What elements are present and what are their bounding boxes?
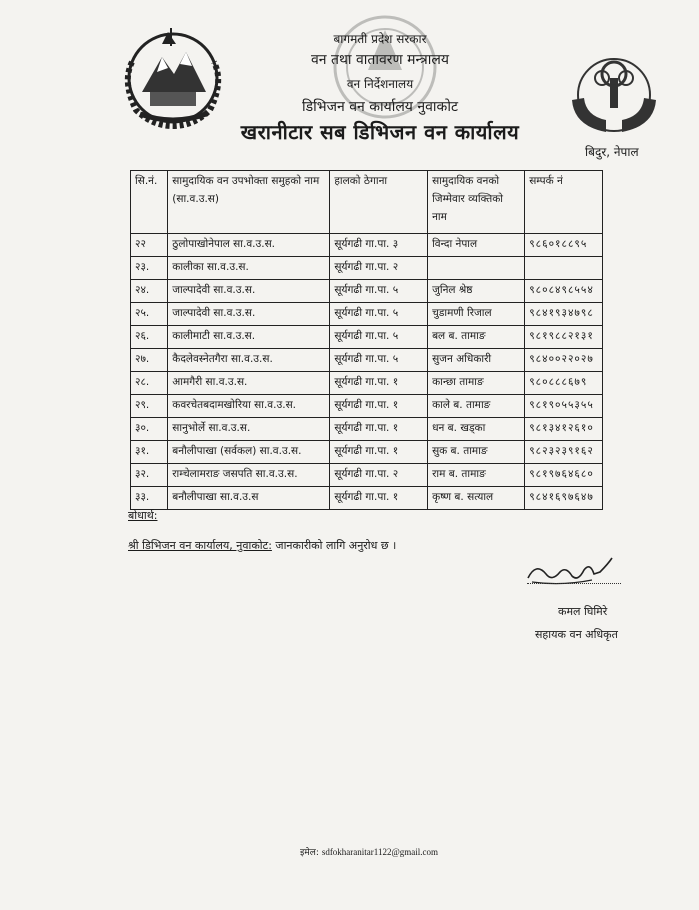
cc-note: जानकारीको लागि अनुरोध छ । <box>271 539 397 552</box>
table-cell: ९८१३४१२६१० <box>525 418 603 441</box>
right-logo-caption: बिदुर, नेपाल <box>585 145 639 159</box>
table-row <box>131 372 603 395</box>
table-cell: कान्छा तामाङ <box>428 372 525 395</box>
table-cell: २४. <box>131 280 168 303</box>
table-cell: ३०. <box>131 418 168 441</box>
table-cell <box>428 257 525 280</box>
header-division-office: डिभिजन वन कार्यालय नुवाकोट <box>302 99 458 115</box>
table-row <box>131 395 603 418</box>
header-subdivision-office: खरानीटार सब डिभिजन वन कार्यालय <box>240 120 520 144</box>
table-cell: २८. <box>131 372 168 395</box>
table-cell: ३१. <box>131 441 168 464</box>
column-header: सामुदायिक वन उपभोक्ता समुहको नाम (सा.व.उ.स) <box>168 171 330 234</box>
handwritten-signature <box>522 552 618 592</box>
table-cell: ९८४००२२०२७ <box>525 349 603 372</box>
table-row <box>131 349 603 372</box>
table-cell: २५. <box>131 303 168 326</box>
table-cell: ९८१९०५५३५५ <box>525 395 603 418</box>
table-cell: सूर्यगढी गा.पा. १ <box>330 372 428 395</box>
table-cell: बनौलीपाखा सा.व.उ.स <box>168 487 330 510</box>
cc-office: श्री डिभिजन वन कार्यालय, नुवाकोट: <box>128 539 272 552</box>
table-cell: ९८०८८८६७९ <box>525 372 603 395</box>
signatory-title: सहायक वन अधिकृत <box>535 628 618 641</box>
table-row <box>131 441 603 464</box>
table-cell: काले ब. तामाङ <box>428 395 525 418</box>
table-cell: सानुभोर्ले सा.व.उ.स. <box>168 418 330 441</box>
cc-line <box>128 538 396 553</box>
table-cell: सूर्यगढी गा.पा. ५ <box>330 349 428 372</box>
table-cell: धन ब. खड्का <box>428 418 525 441</box>
header-directorate: वन निर्देशनालय <box>346 77 414 91</box>
table-row <box>131 464 603 487</box>
email-label: इमेल: <box>300 848 319 858</box>
table-cell: २७. <box>131 349 168 372</box>
column-header: हालको ठेगाना <box>330 171 428 234</box>
table-cell: ९८१९८८२१३१ <box>525 326 603 349</box>
email-address: sdfokharanitar1122@gmail.com <box>321 847 438 857</box>
table-cell: ३३. <box>131 487 168 510</box>
table-cell: बल ब. तामाङ <box>428 326 525 349</box>
column-header: सि.नं. <box>131 171 168 234</box>
community-forest-table <box>130 170 603 510</box>
table-cell: सूर्यगढी गा.पा. ३ <box>330 234 428 257</box>
table-cell: जाल्पादेवी सा.व.उ.स. <box>168 303 330 326</box>
table-row <box>131 487 603 510</box>
table-cell: सुजन अधिकारी <box>428 349 525 372</box>
column-header: सामुदायिक वनको जिम्मेवार व्यक्तिको नाम <box>428 171 525 234</box>
table-header-row <box>131 171 603 234</box>
table-row <box>131 418 603 441</box>
table-row <box>131 326 603 349</box>
header-province: बागमती प्रदेश सरकार <box>333 32 427 46</box>
table-cell: राम ब. तामाङ <box>428 464 525 487</box>
table-cell: राम्चेलामराङ जसपति सा.व.उ.स. <box>168 464 330 487</box>
table-cell: सूर्यगढी गा.पा. २ <box>330 464 428 487</box>
table-cell: कालीका सा.व.उ.स. <box>168 257 330 280</box>
table-cell: सूर्यगढी गा.पा. २ <box>330 257 428 280</box>
table-cell: सूर्यगढी गा.पा. १ <box>330 418 428 441</box>
table-cell: जाल्पादेवी सा.व.उ.स. <box>168 280 330 303</box>
table-cell: ३२. <box>131 464 168 487</box>
table-cell: २२ <box>131 234 168 257</box>
signature-dotted-line <box>527 583 621 584</box>
table-cell: सुक ब. तामाङ <box>428 441 525 464</box>
table-row <box>131 303 603 326</box>
table-cell: ९८६०१८८९५ <box>525 234 603 257</box>
table-row <box>131 234 603 257</box>
table-cell: कालीमाटी सा.व.उ.स. <box>168 326 330 349</box>
table-cell <box>525 257 603 280</box>
table-cell: ९८४१९३४७९८ <box>525 303 603 326</box>
table-cell: २९. <box>131 395 168 418</box>
table-cell: आमगैरी सा.व.उ.स. <box>168 372 330 395</box>
table-cell: कृष्ण ब. सत्याल <box>428 487 525 510</box>
table-cell: सूर्यगढी गा.पा. ५ <box>330 280 428 303</box>
table-cell: विन्दा नेपाल <box>428 234 525 257</box>
table-cell: जुनिल श्रेष्ठ <box>428 280 525 303</box>
cc-label: बोधार्थ: <box>128 509 158 522</box>
table-cell: २३. <box>131 257 168 280</box>
hands-tree-logo <box>566 50 662 140</box>
footer-email <box>300 845 438 858</box>
table-cell: कवरचेतबदामखोरिया सा.व.उ.स. <box>168 395 330 418</box>
table-cell: सूर्यगढी गा.पा. १ <box>330 395 428 418</box>
table-row <box>131 280 603 303</box>
table-cell: सूर्यगढी गा.पा. ५ <box>330 326 428 349</box>
table-cell: कैदलेवस्नेतगैरा सा.व.उ.स. <box>168 349 330 372</box>
table-cell: ठुलोपाखोनेपाल सा.व.उ.स. <box>168 234 330 257</box>
table-cell: ९८१९७६४६८० <box>525 464 603 487</box>
table-cell: २६. <box>131 326 168 349</box>
table-cell: चुडामणी रिजाल <box>428 303 525 326</box>
column-header: सम्पर्क नं <box>525 171 603 234</box>
table-cell: सूर्यगढी गा.पा. ५ <box>330 303 428 326</box>
table-cell: ९८२३२३९१६२ <box>525 441 603 464</box>
signatory-name: कमल घिमिरे <box>558 605 608 618</box>
header-ministry: वन तथा वातावरण मन्त्रालय <box>311 52 449 68</box>
table-row <box>131 257 603 280</box>
table-cell: सूर्यगढी गा.पा. १ <box>330 487 428 510</box>
table-cell: सूर्यगढी गा.पा. १ <box>330 441 428 464</box>
table-cell: ९८०८४९८५५४ <box>525 280 603 303</box>
table-cell: ९८४१६९७६४७ <box>525 487 603 510</box>
table-cell: बनौलीपाखा (सर्वकल) सा.व.उ.स. <box>168 441 330 464</box>
